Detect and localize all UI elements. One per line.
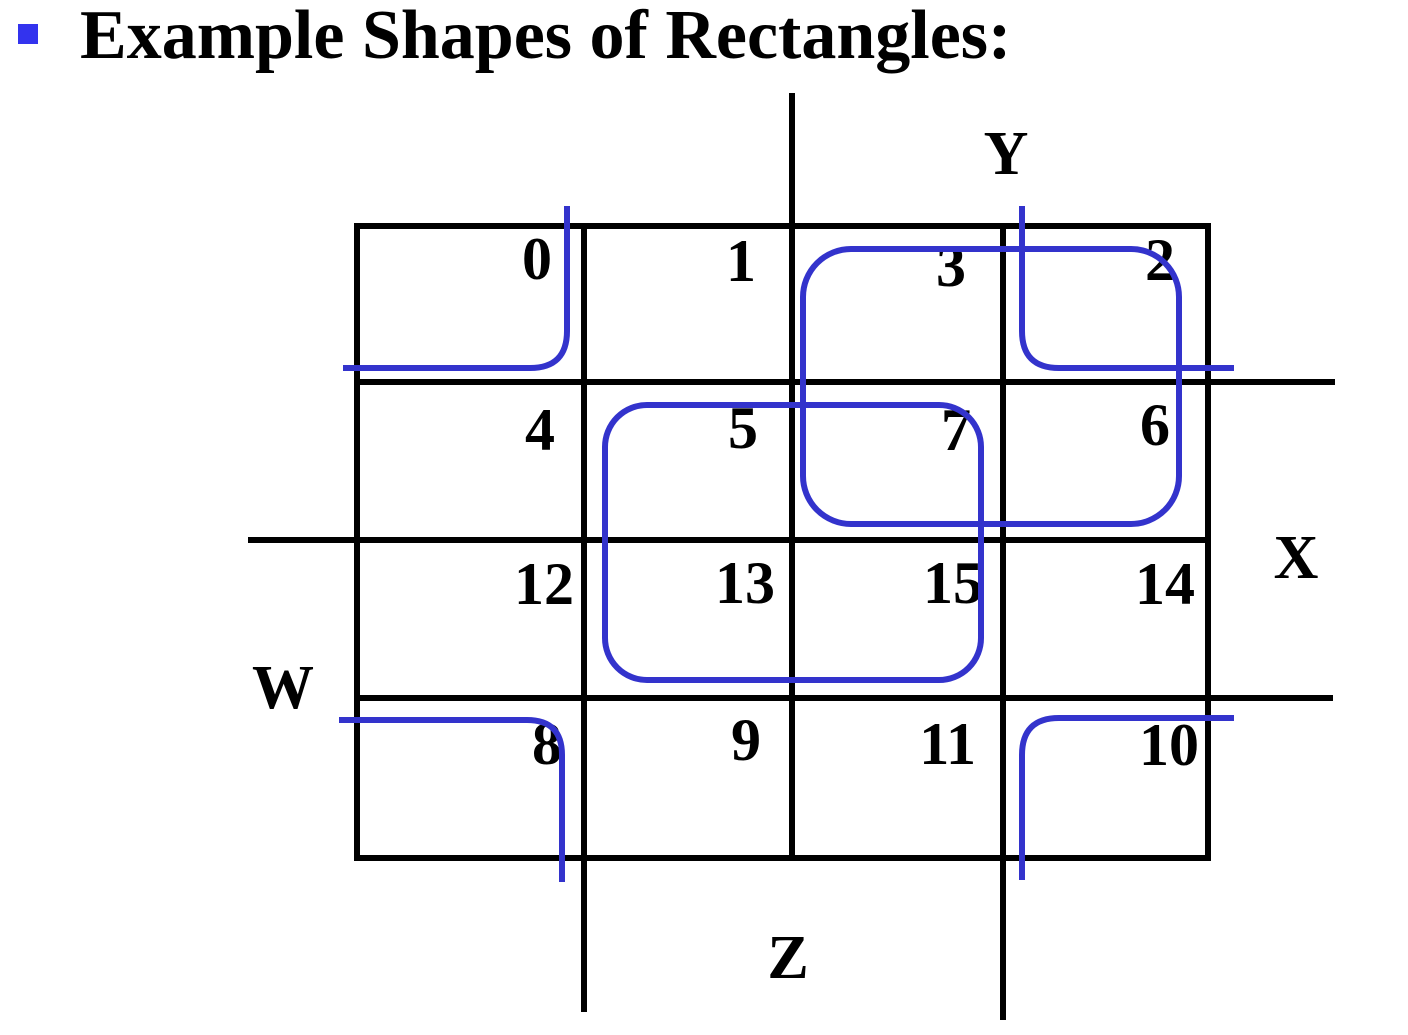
cell-number: 2 bbox=[1145, 227, 1175, 293]
cell-number: 13 bbox=[715, 550, 775, 616]
variable-label-y: Y bbox=[983, 120, 1029, 188]
cell-number: 0 bbox=[522, 226, 552, 292]
cell-number: 10 bbox=[1139, 712, 1199, 778]
cell-number: 12 bbox=[514, 551, 574, 617]
cell-number: 8 bbox=[532, 711, 562, 777]
variable-label-w: W bbox=[252, 654, 314, 722]
cell-number: 15 bbox=[923, 550, 983, 616]
grouping-rectangles bbox=[339, 206, 1234, 882]
cell-number: 4 bbox=[525, 397, 555, 463]
cell-number: 5 bbox=[728, 395, 758, 461]
variable-label-z: Z bbox=[767, 924, 809, 992]
cell-number: 7 bbox=[941, 397, 971, 463]
group-rect-3-2-7-6 bbox=[803, 249, 1179, 524]
variable-label-x: X bbox=[1273, 524, 1319, 592]
cell-number: 1 bbox=[726, 228, 756, 294]
cell-number: 6 bbox=[1140, 392, 1170, 458]
cell-number: 3 bbox=[936, 233, 966, 299]
cell-number: 9 bbox=[731, 707, 761, 773]
cell-number: 14 bbox=[1135, 551, 1195, 617]
corner-bracket-top-right bbox=[1022, 206, 1234, 368]
slide-title: Example Shapes of Rectangles: bbox=[80, 0, 1012, 74]
cell-number: 11 bbox=[919, 711, 976, 777]
